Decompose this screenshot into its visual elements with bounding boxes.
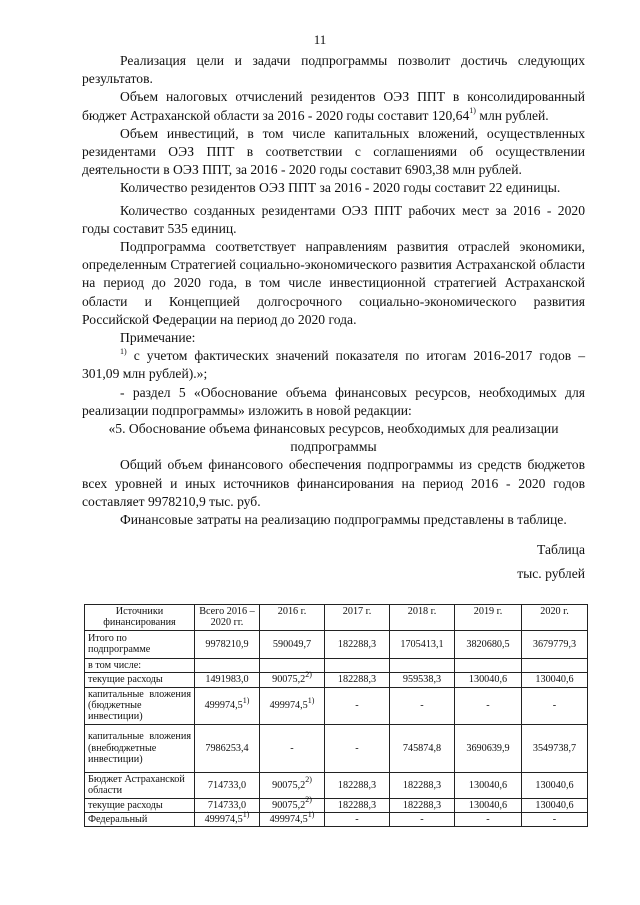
cell-2017: -: [325, 724, 390, 772]
page-number: 11: [313, 32, 327, 47]
cell-2016: 499974,5$^{1)}$: [260, 813, 325, 827]
cell-2017: 182288,3: [325, 630, 390, 658]
header-2018: 2018 г.: [390, 605, 455, 631]
row-label: капитальные вложения (внебюджетные инвестиции): [85, 724, 195, 772]
cell-2016: 90075,2$^{2)}$: [260, 673, 325, 687]
row-label: в том числе:: [85, 658, 195, 672]
cell-2018: -: [390, 813, 455, 827]
paragraph-residents-count: Количество резидентов ОЭЗ ППТ за 2016 - 2020 годы составит 22 единицы.: [120, 180, 561, 196]
paragraph-investments: Объем инвестиций, в том числе капитальных вложений, осуществленных резидентами ОЭЗ ППТ в соответствии с соглашениями об осуществлении деятельности в ОЭЗ ППТ, за 2016 - 2020 годы составит 6903,38 млн рублей.: [82, 125, 585, 178]
cell-2017: 182288,3: [325, 673, 390, 687]
table-label: Таблица: [537, 542, 585, 558]
cell-2018: 182288,3: [390, 772, 455, 798]
cell-2019: 130040,6: [455, 673, 522, 687]
cell-total: 1491983,0: [195, 673, 260, 687]
cell-2020: 130040,6: [522, 798, 588, 812]
paragraph-jobs: Количество созданных резидентами ОЭЗ ППТ рабочих мест за 2016 - 2020 годы составит 535 единиц.: [82, 202, 585, 236]
table-row: [85, 813, 588, 827]
cell-total: 7986253,4: [195, 724, 260, 772]
table-row: [85, 658, 588, 672]
table-unit: тыс. рублей: [517, 566, 585, 582]
cell-2017: 182288,3: [325, 772, 390, 798]
cell-total: 499974,5$^{1)}$: [195, 687, 260, 724]
cell-2020: 130040,6: [522, 772, 588, 798]
cell-2020: 3549738,7: [522, 724, 588, 772]
paragraph-section-edit: - раздел 5 «Обоснование объема финансовых ресурсов, необходимых для реализации подпрограммы» изложить в новой редакции:: [82, 384, 585, 418]
cell-total: 714733,0: [195, 798, 260, 812]
header-2020: 2020 г.: [522, 605, 588, 631]
table-row: [85, 772, 588, 798]
cell-2017: 182288,3: [325, 798, 390, 812]
cell-2016: 90075,2$^{2)}$: [260, 798, 325, 812]
header-2019: 2019 г.: [455, 605, 522, 631]
paragraph-total-funding: Общий объем финансового обеспечения подпрограммы из средств бюджетов всех уровней и иных источников финансирования на период 2016 - 2020 годов составляет 9978210,9 тыс. руб.: [82, 457, 585, 509]
cell-2016: 499974,5$^{1)}$: [260, 687, 325, 724]
table-row: [85, 673, 588, 687]
table-row: [85, 630, 588, 658]
row-label: текущие расходы: [85, 798, 195, 812]
cell-2016: 90075,2$^{2)}$: [260, 772, 325, 798]
cell-2019: 130040,6: [455, 798, 522, 812]
cell-2020: 3679779,3: [522, 630, 588, 658]
cell-2018: 182288,3: [390, 798, 455, 812]
cell-2019: 3820680,5: [455, 630, 522, 658]
cell-2019: -: [455, 813, 522, 827]
header-source: Источники финансирования: [85, 605, 195, 631]
cell-total: 9978210,9: [195, 630, 260, 658]
footnote-ref: 1): [469, 106, 476, 116]
document-body: [82, 52, 585, 584]
row-label: Федеральный: [85, 813, 195, 827]
paragraph-strategy: Подпрограмма соответствует направлениям развития отраслей экономики, определенным Стратегией социально-экономического развития Астраханской области на период до 2020 года, в том числе инвестиционной стратегией Астраханской области и Концепцией долгосрочного социально-экономического развития Российской Федерации на период до 2020 года.: [82, 239, 585, 327]
cell-2017: -: [325, 813, 390, 827]
cell-2019: -: [455, 687, 522, 724]
header-total: Всего 2016 – 2020 гг.: [195, 605, 260, 631]
header-2017: 2017 г.: [325, 605, 390, 631]
cell-2020: 130040,6: [522, 673, 588, 687]
cell-2019: 130040,6: [455, 772, 522, 798]
table-row: [85, 798, 588, 812]
header-2016: 2016 г.: [260, 605, 325, 631]
cell-total: 714733,0: [195, 772, 260, 798]
cell-total: 499974,5$^{1)}$: [195, 813, 260, 827]
cell-2017: -: [325, 687, 390, 724]
paragraph-table-ref: Финансовые затраты на реализацию подпрограммы представлены в таблице.: [120, 512, 567, 528]
table-row: [85, 724, 588, 772]
row-label: Бюджет Астраханской области: [85, 772, 195, 798]
table-row: [85, 687, 588, 724]
paragraph-results-intro: Реализация цели и задачи подпрограммы позволит достичь следующих результатов.: [82, 53, 585, 87]
financing-table: [84, 604, 588, 827]
cell-2018: -: [390, 687, 455, 724]
cell-2016: -: [260, 724, 325, 772]
row-label: Итого по подпрограмме: [85, 630, 195, 658]
cell-2018: 745874,8: [390, 724, 455, 772]
cell-2018: 959538,3: [390, 673, 455, 687]
note-label: Примечание:: [120, 330, 196, 346]
cell-2020: -: [522, 813, 588, 827]
section-heading: «5. Обоснование объема финансовых ресурсов, необходимых для реализации подпрограммы: [108, 421, 559, 455]
cell-2016: 590049,7: [260, 630, 325, 658]
note-text: $^{1)}$ с учетом фактических значений показателя по итогам 2016-2017 годов – 301,09 млн рублей).»;: [82, 346, 585, 382]
cell-2019: 3690639,9: [455, 724, 522, 772]
table-header-row: [85, 605, 588, 631]
cell-2018: 1705413,1: [390, 630, 455, 658]
footnote-mark: 1): [120, 346, 127, 356]
paragraph-tax-payments: Объем налоговых отчислений резидентов ОЭЗ ППТ в консолидированный бюджет Астраханской области за 2016 - 2020 годы составит 120,64$^{1)}$ млн рублей.: [82, 89, 585, 123]
row-label: капитальные вложения (бюджетные инвестиции): [85, 687, 195, 724]
cell-2020: -: [522, 687, 588, 724]
row-label: текущие расходы: [85, 673, 195, 687]
